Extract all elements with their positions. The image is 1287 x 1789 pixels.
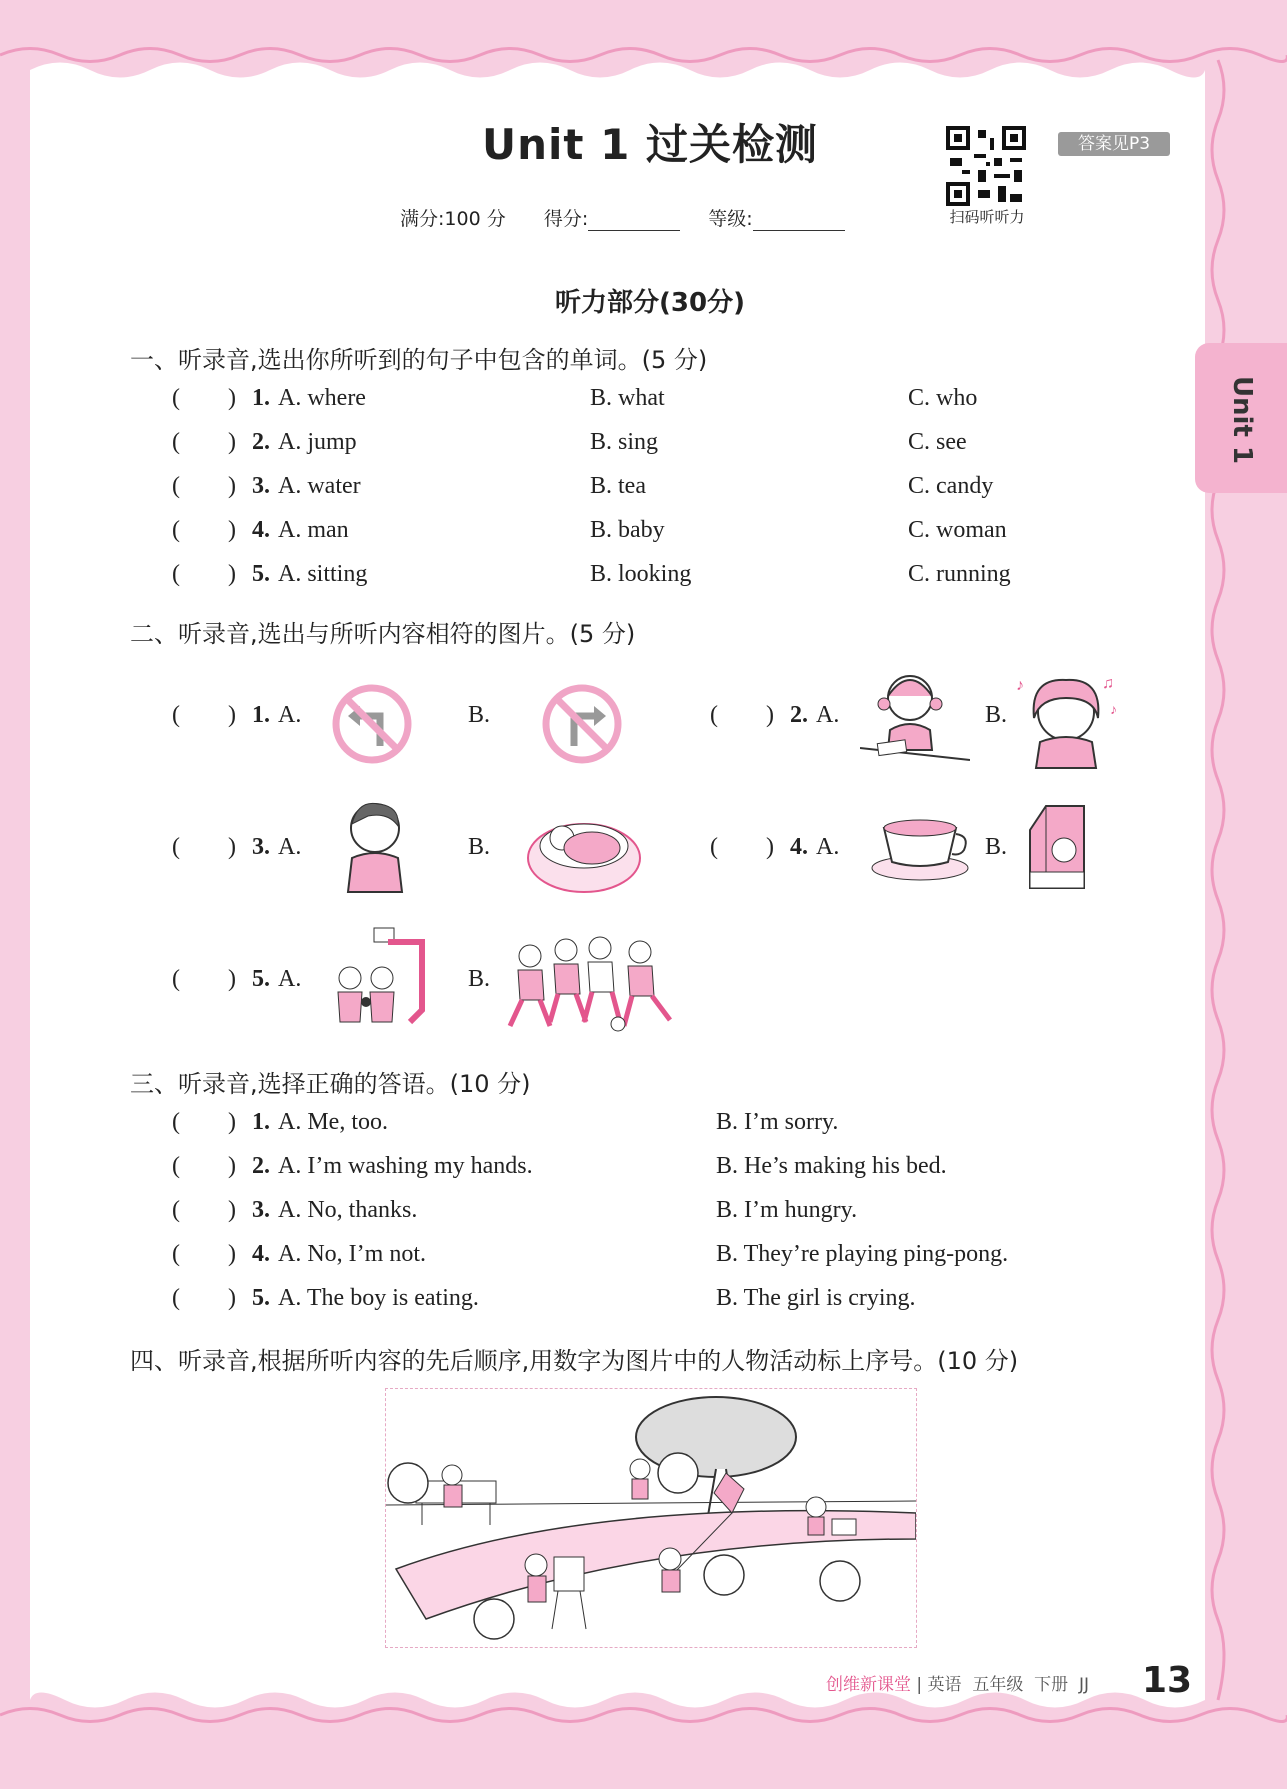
- park-scene-picture: [385, 1388, 917, 1648]
- answer-bracket[interactable]: ( ): [172, 517, 236, 543]
- grade-label: 等级:: [708, 208, 753, 230]
- qr-code-icon[interactable]: [946, 126, 1026, 206]
- item-number: 5.: [252, 966, 270, 992]
- section1-row: [0, 385, 1287, 425]
- qr-caption: 扫码听听力: [949, 208, 1025, 226]
- answer-bracket[interactable]: ( ): [172, 473, 236, 499]
- option-b: B. They’re playing ping-pong.: [716, 1241, 1009, 1267]
- score-label: 得分:: [543, 208, 589, 230]
- item-number: 5.: [252, 561, 270, 587]
- answer-bracket[interactable]: ( ): [172, 1241, 236, 1267]
- option-a: A.: [816, 834, 840, 860]
- option-c: C. running: [908, 561, 1011, 587]
- item-number: 4.: [252, 1241, 270, 1267]
- item-number: 4.: [252, 517, 270, 543]
- option-b: B. what: [590, 385, 665, 411]
- brand-name: 创维新课堂: [826, 1675, 911, 1695]
- answer-bracket[interactable]: ( ): [172, 1285, 236, 1311]
- section3-row: [0, 1241, 1287, 1281]
- option-b: B. The girl is crying.: [716, 1285, 916, 1311]
- answer-bracket[interactable]: ( ): [172, 561, 236, 587]
- answer-bracket[interactable]: ( ): [172, 1197, 236, 1223]
- section4-heading: 四、听录音,根据所听内容的先后顺序,用数字为图片中的人物活动标上序号。(10 分): [130, 1347, 1019, 1375]
- item-number: 1.: [252, 1109, 270, 1135]
- option-c: C. see: [908, 429, 967, 455]
- answer-bracket[interactable]: ( ): [172, 1153, 236, 1179]
- option-a: A. man: [278, 517, 349, 543]
- section1-row: [0, 473, 1287, 513]
- option-a: A. Me, too.: [278, 1109, 388, 1135]
- full-marks: 满分:100 分: [400, 208, 506, 230]
- option-a: A. No, thanks.: [278, 1197, 418, 1223]
- option-a: A. sitting: [278, 561, 368, 587]
- footer-grade: 五年级: [972, 1675, 1024, 1695]
- answer-bracket[interactable]: ( ): [172, 834, 236, 860]
- svg-text:♪: ♪: [1110, 703, 1117, 718]
- answer-bracket[interactable]: ( ): [710, 702, 774, 728]
- item-number: 1.: [252, 702, 270, 728]
- section1-heading: 一、听录音,选出你所听到的句子中包含的单词。(5 分): [130, 346, 708, 374]
- option-a: A. where: [278, 385, 366, 411]
- girl-writing-picture: [860, 670, 970, 766]
- option-a: A. jump: [278, 429, 357, 455]
- side-tab-label: Unit 1: [1227, 375, 1257, 465]
- svg-text:♪: ♪: [1016, 677, 1024, 694]
- answer-circle: [658, 1453, 698, 1493]
- answer-bracket[interactable]: ( ): [172, 429, 236, 455]
- option-b: B. sing: [590, 429, 659, 455]
- playing-football-picture: [500, 930, 680, 1034]
- option-b: B. looking: [590, 561, 692, 587]
- milk-carton-picture: [1022, 800, 1092, 892]
- answer-circle: [704, 1555, 744, 1595]
- footer-volume: 下册: [1034, 1675, 1069, 1695]
- item-number: 2.: [252, 429, 270, 455]
- answer-bracket[interactable]: ( ): [172, 385, 236, 411]
- option-b: B.: [985, 834, 1008, 860]
- playing-basketball-picture: [310, 922, 436, 1034]
- answer-bracket[interactable]: ( ): [172, 702, 236, 728]
- section3-row: [0, 1197, 1287, 1237]
- section3-row: [0, 1153, 1287, 1193]
- answer-bracket[interactable]: ( ): [172, 966, 236, 992]
- option-b: B.: [468, 966, 491, 992]
- option-a: A. No, I’m not.: [278, 1241, 426, 1267]
- tea-cup-picture: [868, 810, 972, 884]
- option-a: A.: [278, 834, 302, 860]
- park-scene-illustration: [386, 1389, 916, 1647]
- item-number: 3.: [252, 834, 270, 860]
- page-number: 13: [1142, 1660, 1193, 1701]
- score-line: [400, 204, 867, 231]
- item-number: 2.: [252, 1153, 270, 1179]
- option-c: C. candy: [908, 473, 994, 499]
- section1-row: [0, 561, 1287, 601]
- item-number: 5.: [252, 1285, 270, 1311]
- section1-row: [0, 517, 1287, 557]
- item-number: 2.: [790, 702, 808, 728]
- option-b: B. tea: [590, 473, 646, 499]
- answer-bracket[interactable]: ( ): [710, 834, 774, 860]
- option-a: A.: [278, 966, 302, 992]
- footer-subject: 英语: [927, 1675, 962, 1695]
- section3-row: [0, 1285, 1287, 1325]
- section1-row: [0, 429, 1287, 469]
- option-c: C. woman: [908, 517, 1007, 543]
- girl-singing-picture: [1010, 668, 1122, 770]
- answer-badge: 答案见P3: [1058, 132, 1170, 156]
- option-b: B. He’s making his bed.: [716, 1153, 947, 1179]
- footer-edition: JJ: [1078, 1675, 1090, 1695]
- item-number: 4.: [790, 834, 808, 860]
- footer-brand: 创维新课堂 | 英语 五年级 下册 JJ: [826, 1675, 1090, 1695]
- answer-circle: [474, 1599, 514, 1639]
- option-b: B. I’m sorry.: [716, 1109, 839, 1135]
- boy-picture: [338, 796, 412, 900]
- item-number: 3.: [252, 473, 270, 499]
- listening-part-title: 听力部分(30分): [555, 288, 745, 318]
- answer-circle: [388, 1463, 428, 1503]
- item-number: 3.: [252, 1197, 270, 1223]
- option-a: A. water: [278, 473, 361, 499]
- answer-bracket[interactable]: ( ): [172, 1109, 236, 1135]
- option-a: A.: [278, 702, 302, 728]
- option-b: B.: [468, 834, 491, 860]
- score-blank[interactable]: [588, 212, 680, 231]
- option-c: C. who: [908, 385, 978, 411]
- option-b: B. baby: [590, 517, 665, 543]
- option-b: B. I’m hungry.: [716, 1197, 858, 1223]
- no-left-turn-icon: [330, 682, 414, 766]
- option-a: A. The boy is eating.: [278, 1285, 479, 1311]
- no-right-turn-icon: [540, 682, 624, 766]
- section2-heading: 二、听录音,选出与所听内容相符的图片。(5 分): [130, 620, 636, 648]
- section3-heading: 三、听录音,选择正确的答语。(10 分): [130, 1070, 531, 1098]
- option-a: A.: [816, 702, 840, 728]
- svg-text:♫: ♫: [1102, 675, 1114, 692]
- answer-circle: [820, 1561, 860, 1601]
- page-title: Unit 1 过关检测: [482, 120, 818, 169]
- option-a: A. I’m washing my hands.: [278, 1153, 533, 1179]
- baby-in-crib-picture: [524, 798, 644, 900]
- section3-row: [0, 1109, 1287, 1149]
- grade-blank[interactable]: [753, 212, 845, 231]
- option-b: B.: [468, 702, 491, 728]
- item-number: 1.: [252, 385, 270, 411]
- option-b: B.: [985, 702, 1008, 728]
